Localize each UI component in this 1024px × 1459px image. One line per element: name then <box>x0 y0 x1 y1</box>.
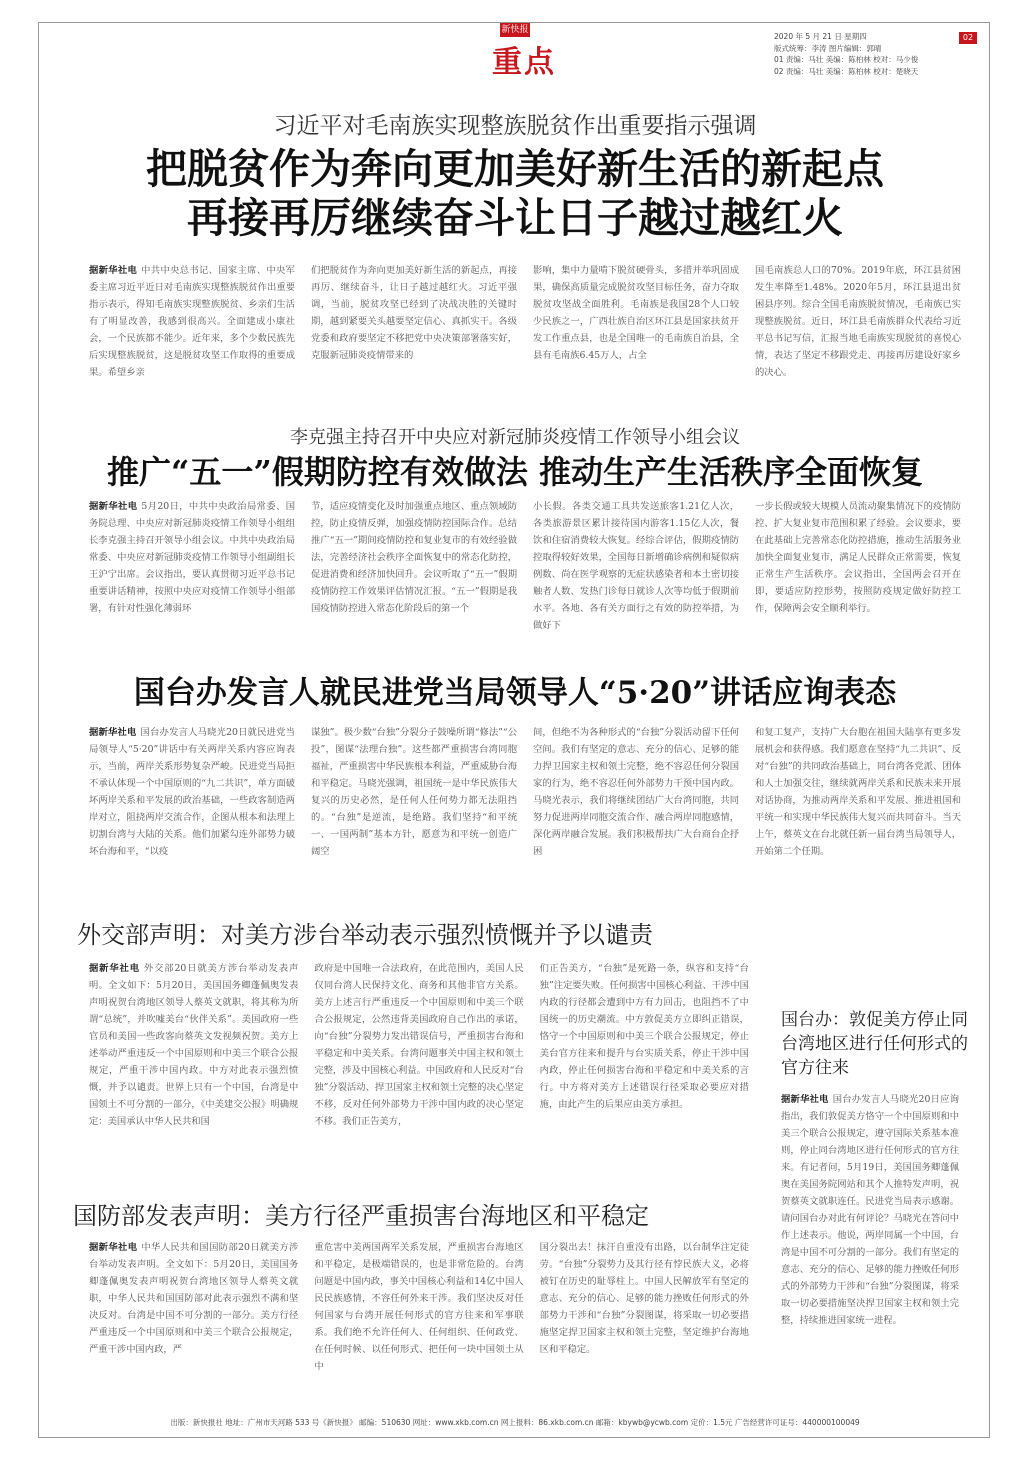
story2-column: 节，适应疫情变化及时加强重点地区、重点领域防控，防止疫情反弹，加强疫情防控国际合作。总结推广“五一”期间疫情防控和复业复市的有效经验做法，完善经济社会秩序全面恢复中的常态化防控，促进消费和经济加快回升。会议听取了“五一”假期疫情防控工作效果评估情况汇报。“五一”假期是我国疫情防控进入常态化阶段后的第一个 <box>311 501 517 614</box>
story3-headline: 国台办发言人就民进党当局领导人“5·20”讲话应询表态 <box>133 675 897 711</box>
story1-kicker: 习近平对毛南族实现整族脱贫作出重要指示强调 <box>273 113 757 139</box>
story5-headline: 国防部发表声明：美方行径严重损害台海地区和平稳定 <box>73 1202 649 1230</box>
story5-column: 国分裂出去！抹汗自重没有出路，以台制华注定徒劳。“台独”分裂势力及其行径有悖民族大义，必将被钉在历史的耻辱柱上。中国人民解放军有坚定的意志、充分的信心、足够的能力挫败任何形式的外部势力干涉和“台独”分裂图谋，将采取一切必要措施坚定捍卫国家主权和领土完整，坚定维护台海地区和平稳定。 <box>539 1242 749 1355</box>
story4-headline: 外交部声明：对美方涉台举动表示强烈愤慨并予以谴责 <box>77 921 653 949</box>
story2-column: 据新华社电 5月20日，中共中央政治局常委、国务院总理、中央应对新冠肺炎疫情工作领导小组组长李克强主持召开领导小组会议。中共中央政治局常委、中央应对新冠肺炎疫情工作领导小组副组长王沪宁出席。会议指出，要认真贯彻习近平总书记重要讲话精神，按照中央应对疫情工作领导小组部署，有针对性强化薄弱环 <box>89 501 295 614</box>
story1-headline-2: 再接再厉继续奋斗让日子越过越红火 <box>187 194 843 242</box>
section-title: 重点 <box>492 45 556 80</box>
page-meta <box>774 31 974 77</box>
story5-column: 据新华社电 中华人民共和国国防部20日就美方涉台举动发表声明。全文如下：5月20日，美国国务卿蓬佩奥发表声明祝贺台湾地区领导人蔡英文就职，中华人民共和国国防部对此表示强烈不满和坚决反对。台湾是中国不可分割的一部分。美方行径严重违反一个中国原则和中美三个联合公报规定，严重干涉中国内政，严 <box>89 1242 299 1355</box>
story2-kicker: 李克强主持召开中央应对新冠肺炎疫情工作领导小组会议 <box>290 427 740 448</box>
story4-byline: 据新华社电 <box>89 963 140 974</box>
story1-body <box>89 262 961 414</box>
side-story-byline: 据新华社电 <box>781 1094 829 1105</box>
story1-column: 影响，集中力量啃下脱贫硬骨头，多措并举巩固成果，确保高质量完成脱贫攻坚目标任务，奋力夺取脱贫攻坚战全面胜利。毛南族是我国28个人口较少民族之一，广西壮族自治区环江县是国家扶贫开发工作重点县，也是全国唯一的毛南族自治县，全县有毛南族6.45万人，占全 <box>533 265 739 361</box>
meta-editors-02: 02 责编：马壮 美编：陈柏林 校对：楚晓天 <box>774 66 919 76</box>
story4-column: 政府是中国唯一合法政府，在此范围内，美国人民仅同台湾人民保持文化、商务和其他非官方关系。美方上述言行严重违反一个中国原则和中美三个联合公报规定，公然违背美国政府自己作出的承诺，向“台独”分裂势力发出错误信号，严重损害台海和平稳定和中美关系。台湾问题事关中国主权和领土完整，涉及中国核心利益。中国政府和人民反对“台独”分裂活动、捍卫国家主权和领土完整的决心坚定不移，反对任何外部势力干涉中国内政的决心坚定不移。我们正告美方， <box>314 963 524 1127</box>
story4-column: 据新华社电 外交部20日就美方涉台举动发表声明。全文如下：5月20日，美国国务卿蓬佩奥发表声明祝贺台湾地区领导人蔡英文就职，将其称为所谓“总统”，并吹嘘美台“伙伴关系”。美国政府一些官员和美国一些政客向蔡英文发视频祝贺。美方上述举动严重违反一个中国原则和中美三个联合公报规定，严重干涉中国内政。中方对此表示强烈愤慨，并予以谴责。世界上只有一个中国，台湾是中国领土不可分割的一部分，《中美建交公报》明确规定：美国承认中华人民共和国 <box>89 963 299 1127</box>
story5-column: 重危害中美两国两军关系发展，严重损害台海地区和平稳定，是极端错误的，也是非常危险的。台湾问题是中国内政，事关中国核心利益和14亿中国人民民族感情，不容任何外来干涉。我们坚决反对任何国家与台湾开展任何形式的官方往来和军事联系。我们绝不允许任何人、任何组织、任何政党、在任何时候、以任何形式、把任何一块中国领土从中 <box>314 1242 524 1372</box>
story2-byline: 据新华社电 <box>89 501 138 512</box>
story3-byline: 据新华社电 <box>89 727 137 738</box>
story2-headline: 推广“五一”假期防控有效做法 推动生产生活秩序全面恢复 <box>107 453 923 491</box>
story4-body <box>89 960 749 1180</box>
story1-column: 据新华社电 中共中央总书记、国家主席、中央军委主席习近平近日对毛南族实现整族脱贫作出重要指示表示，得知毛南族实现整族脱贫、乡亲们生活有了明显改善，我感到很高兴。全面建成小康社会，一个民族都不能少。近年来，多个少数民族先后实现整族脱贫，这是脱贫攻坚工作取得的重要成果。希望乡亲 <box>89 265 295 378</box>
side-story-headline: 国台办：敦促美方停止同台湾地区进行任何形式的官方往来 <box>781 1010 968 1078</box>
meta-design: 版式统筹：李涛 图片编辑：郭晴 <box>774 43 882 53</box>
story2-body <box>89 498 961 650</box>
page-footer: 出版：新快报社 地址：广州市天河路 533 号《新快报》 邮编：510630 网址：www.xkb.com.cn 网上报料：86.xkb.com.cn 邮箱：kbywb@ycwb.com 定价：1.5元 广告经营许可证号：440000100049 <box>170 1418 860 1427</box>
story4-column: 们正告美方，“台独”是死路一条，纵容和支持“台独”注定要失败。任何损害中国核心利益、干涉中国内政的行径都会遭到中方有力回击，也阻挡不了中国统一的历史潮流。中方敦促美方立即纠正错误，恪守一个中国原则和中美三个联合公报规定，停止美台官方往来和提升与台实质关系，停止干涉中国内政，停止任何损害台海和平稳定和中美关系的言行。中方将对美方上述错误行径采取必要应对措施，由此产生的后果应由美方承担。 <box>539 963 749 1110</box>
story1-column: 们把脱贫作为奔向更加美好新生活的新起点，再接再厉、继续奋斗，让日子越过越红火。习近平强调，当前，脱贫攻坚已经到了决战决胜的关键时期，越到紧要关头越要坚定信心、真抓实干。各级党委和政府要坚定不移把党中央决策部署落实好，克服新冠肺炎疫情带来的 <box>311 265 517 361</box>
story1-headline-1: 把脱贫作为奔向更加美好新生活的新起点 <box>146 145 884 193</box>
story5-byline: 据新华社电 <box>89 1242 138 1253</box>
meta-editors-01: 01 责编：马壮 美编：陈柏林 校对：马少俊 <box>774 55 919 64</box>
story2-column: 一步长假或较大规模人员流动聚集情况下的疫情防控、扩大复业复市范围积累了经验。会议要求，要在此基础上完善常态化防控措施，推动生活服务业加快全面复业复市，满足人民群众正常需要，恢复正常生产生活秩序。会议指出，全国两会召开在即，要适应防控形势，按照防疫规定做好防控工作，保障两会安全顺利举行。 <box>755 501 961 614</box>
masthead-badge: 新快报 <box>501 25 529 35</box>
story1-byline: 据新华社电 <box>89 265 138 276</box>
meta-date: 2020 年 5 月 21 日 星期四 <box>774 32 867 41</box>
newspaper-page <box>38 22 990 1438</box>
story5-body <box>89 1239 749 1409</box>
story1-column: 国毛南族总人口的70%。2019年底，环江县贫困发生率降至1.48%。2020年5月，环江县退出贫困县序列。综合全国毛南族脱贫情况，毛南族已实现整族脱贫。近日，环江县毛南族群众代表给习近平总书记写信，汇报当地毛南族实现脱贫的喜悦心情，表达了坚定不移跟党走、再接再厉建设好家乡的决心。 <box>755 265 961 378</box>
story3-column: 间，但绝不为各种形式的“台独”分裂活动留下任何空间。我们有坚定的意志、充分的信心、足够的能力捍卫国家主权和领土完整，绝不容忍任何分裂国家的行为，绝不容忍任何外部势力干预中国内政。马晓光表示，我们将继续团结广大台湾同胞，共同努力促进两岸同胞交流合作、融合两岸同胞感情，深化两岸融合发展。我们积极帮扶广大台商台企抒困 <box>533 727 739 857</box>
story2-column: 小长假。各类交通工具共发送旅客1.21亿人次，各类旅游景区累计接待国内游客1.15亿人次，餐饮和住宿消费较大恢复。经综合评估，假期疫情防控取得较好效果，全国每日新增确诊病例和疑似病例数、尚在医学观察的无症状感染者和本土密切接触者人数、发热门诊每日就诊人次等均低于假期前水平。各地、各有关方面行之有效的防控举措，为做好下 <box>533 501 739 631</box>
side-story-body: 据新华社电 国台办发言人马晓光20日应询指出，我们敦促美方恪守一个中国原则和中美三个联合公报规定，遵守国际关系基本准则，停止同台湾地区进行任何形式的官方往来。有记者问，5月19日，美国国务卿蓬佩奥在美国务院网站和其个人推特发声明，祝贺蔡英文就职连任。民进党当局表示感谢。请问国台办对此有何评论？马晓光在答问中作上述表示。他说，两岸同属一个中国，台湾是中国不可分割的一部分。我们有坚定的意志、充分的信心、足够的能力挫败任何形式的外部势力干涉和“台独”分裂图谋，将采取一切必要措施坚决捍卫国家主权和领土完整，持续推进国家统一进程。 <box>781 1094 959 1326</box>
story3-body <box>89 724 961 894</box>
story3-column: 谋独”。极少数“台独”分裂分子鼓噪所谓“修法”“公投”，图谋“法理台独”。这些都严重损害台湾同胞福祉，严重损害中华民族根本利益，严重威胁台海和平稳定。马晓光强调，祖国统一是中华民族伟大复兴的历史必然，是任何人任何势力都无法阻挡的。“台独”是逆流，是绝路。我们坚持“和平统一、一国两制”基本方针，愿意为和平统一创造广阔空 <box>311 727 517 857</box>
story3-column: 和复工复产，支持广大台胞在祖国大陆享有更多发展机会和获得感。我们愿意在坚持“九二共识”、反对“台独”的共同政治基础上，同台湾各党派、团体和人士加强交往，继续就两岸关系和民族未来开展对话协商，为推动两岸关系和平发展、推进祖国和平统一和实现中华民族伟大复兴而共同奋斗。当天上午，蔡英文在台北就任新一届台湾当局领导人，开始第二个任期。 <box>755 727 961 857</box>
story3-column: 据新华社电 国台办发言人马晓光20日就民进党当局领导人“5·20”讲话中有关两岸关系内容应询表示，当前，两岸关系形势复杂严峻。民进党当局拒不承认体现一个中国原则的“九二共识”，单方面破坏两岸关系和平发展的政治基础，一些政客制造两岸对立，阻挠两岸交流合作，企图从根本和法理上切割台湾与大陆的关系。他们加紧勾连外部势力破坏台海和平，“以疫 <box>89 727 295 857</box>
page-number: 02 <box>959 32 977 44</box>
